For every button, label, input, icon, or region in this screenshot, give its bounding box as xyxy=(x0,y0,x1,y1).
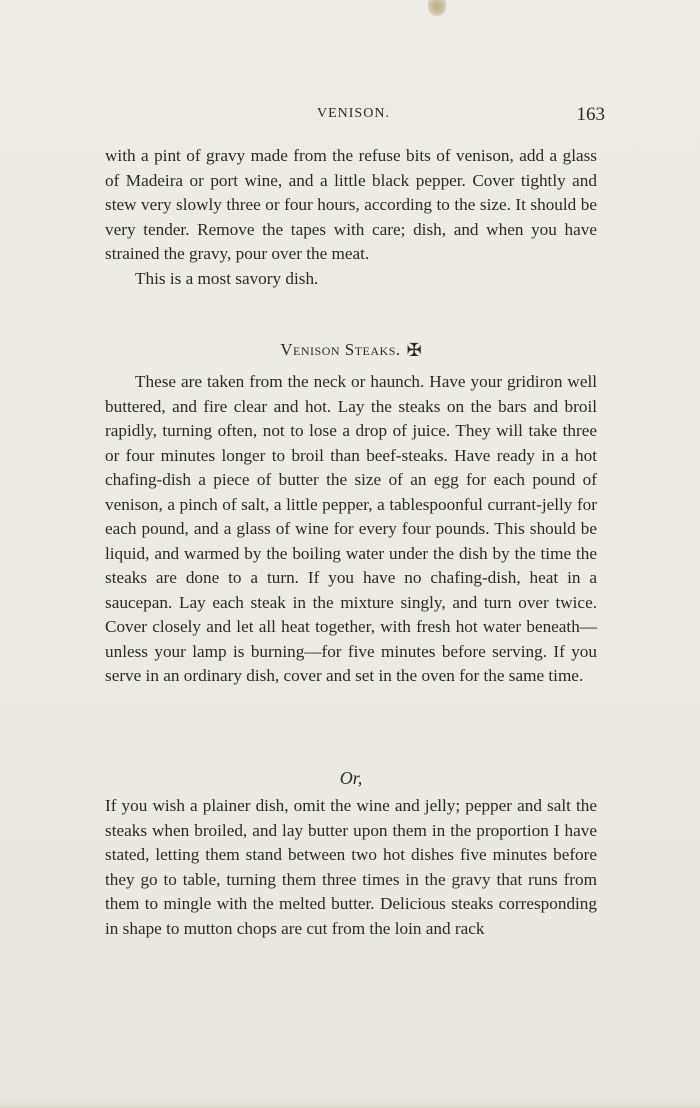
continuation-paragraph: with a pint of gravy made from the refuse bits of venison, add a glass of Madeira or port wine, and a little black pepper. Cover tightly and stew very slowly three or four hours, according to the size. It should be very tender. Remove the tapes with care; dish, and when you have strained the gravy, pour over the meat. xyxy=(105,146,597,263)
continuation-text xyxy=(105,144,597,291)
or-heading: Or, xyxy=(339,768,363,788)
plainer-text xyxy=(105,794,597,941)
page-number: 163 xyxy=(576,104,605,125)
running-title: VENISON. xyxy=(317,106,390,121)
savory-paragraph: This is a most savory dish. xyxy=(135,268,319,288)
steaks-paragraph: These are taken from the neck or haunch. Have your gridiron well buttered, and fire clear and hot. Lay the steaks on the bars and broil rapidly, turning often, not to lose a drop of juice. They will take three or four minutes longer to broil than beef-steaks. Have ready in a hot chafing-dish a piece of butter the size of an egg for each pound of venison, a pinch of salt, a little pepper, a tablespoonful currant-jelly for each pound, and a glass of wine for every four pounds. This should be liquid, and warmed by the boiling water under the dish by the time the steaks are done to a turn. If you have no chafing-dish, heat in a saucepan. Lay each steak in the mixture singly, and turn over twice. Cover closely and let all heat together, with fresh hot water beneath—unless your lamp is burning—for five minutes before serving. If you serve in an ordinary dish, cover and set in the oven for the same time. xyxy=(105,372,597,685)
section-heading xyxy=(105,340,597,361)
section-title: Venison Steaks. xyxy=(280,340,401,359)
page-stain xyxy=(428,0,446,16)
steaks-text xyxy=(105,370,597,689)
page-bottom-edge xyxy=(0,1100,700,1108)
plainer-paragraph: If you wish a plainer dish, omit the wine and jelly; pepper and salt the steaks when broiled, and lay butter upon them in the proportion I have stated, letting them stand between two hot dishes five minutes before they go to table, turning them three times in the gravy that runs from them to mingle with the melted butter. Delicious steaks corresponding in shape to mutton chops are cut from the loin and rack xyxy=(105,796,597,938)
page-header xyxy=(105,104,605,128)
maltese-cross-icon: ✠ xyxy=(406,340,422,360)
